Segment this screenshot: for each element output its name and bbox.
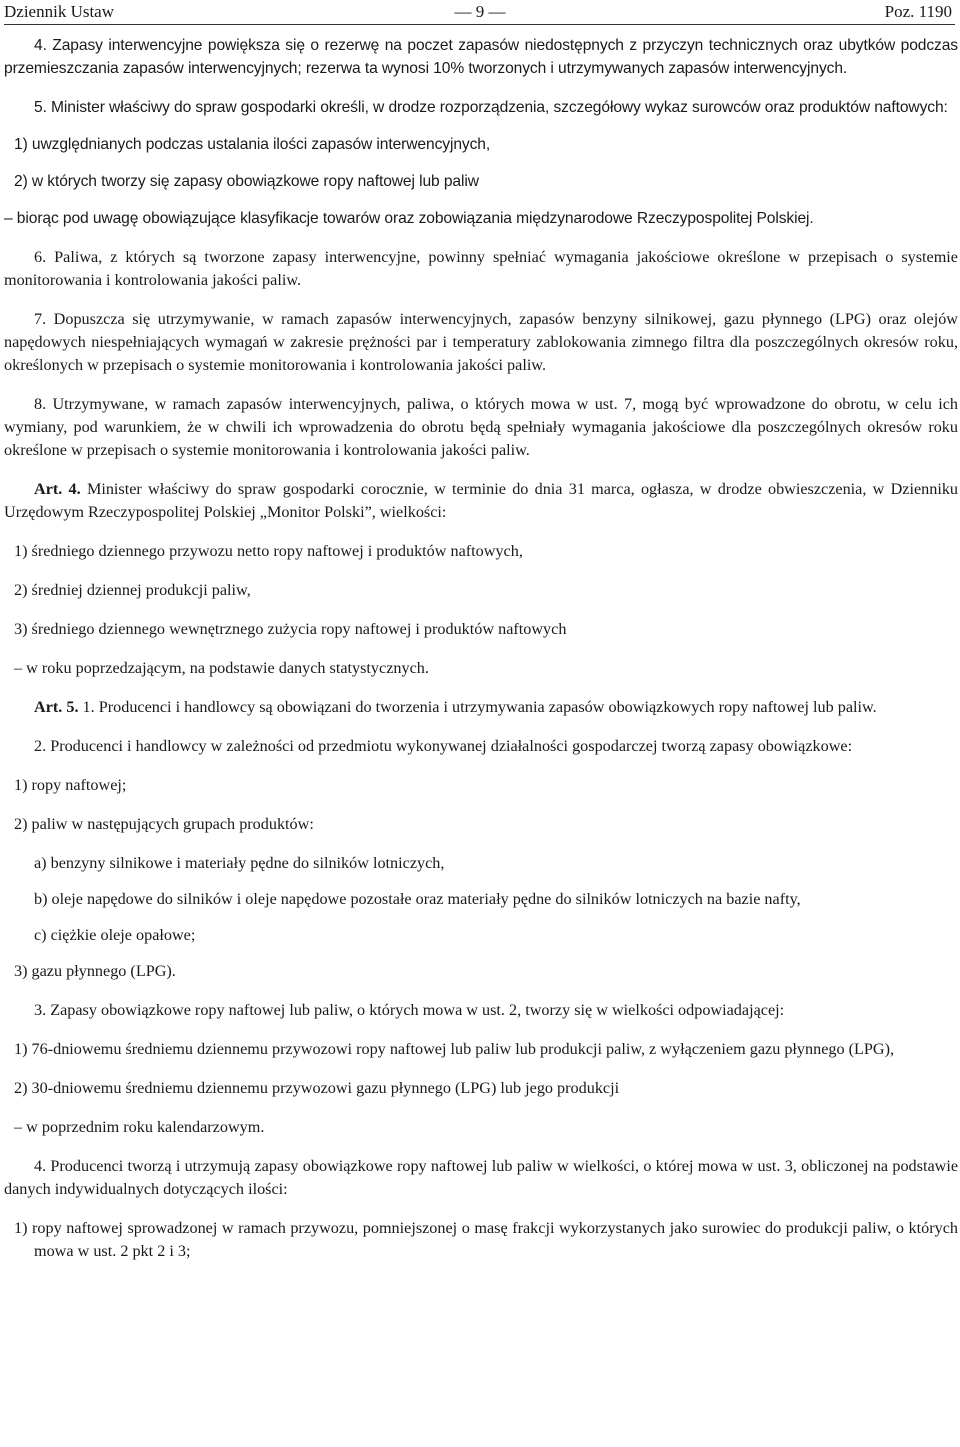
article-4-label: Art. 4.	[34, 480, 81, 498]
position-number: Poz. 1190	[884, 2, 952, 21]
article-5-paragraph-1	[4, 696, 958, 719]
page-header	[0, 0, 960, 26]
article-5-p3-tail: – w poprzednim roku kalendarzowym.	[14, 1118, 265, 1136]
article-5-label: Art. 5.	[34, 698, 79, 716]
journal-title: Dziennik Ustaw	[4, 2, 115, 21]
paragraph-5-item-1: 1) uwzględnianych podczas ustalania ilości zapasów interwencyjnych,	[14, 136, 491, 153]
article-5-p4-item-1: 1) ropy naftowej sprowadzonej w ramach przywozu, pomniejszonej o masę frakcji wykorzystanych jako surowiec do produkcji paliw, o których mowa w ust. 2 pkt 2 i 3;	[14, 1219, 958, 1260]
article-5-paragraph-3: 3. Zapasy obowiązkowe ropy naftowej lub paliw, o których mowa w ust. 2, tworzy się w wielkości odpowiadającej:	[34, 1001, 785, 1019]
article-4-item-2: 2) średniej dziennej produkcji paliw,	[14, 581, 251, 599]
article-5-p2-subitem-c: c) ciężkie oleje opałowe;	[34, 926, 196, 944]
paragraph-6: 6. Paliwa, z których są tworzone zapasy interwencyjne, powinny spełniać wymagania jakościowe określone w przepisach o systemie monitorowania i kontrolowania jakości paliw.	[4, 248, 958, 289]
header-divider	[4, 24, 955, 25]
article-5-p3-item-2: 2) 30-dniowemu średniemu dziennemu przywozowi gazu płynnego (LPG) lub jego produkcji	[14, 1079, 620, 1097]
paragraph-4: 4. Zapasy interwencyjne powiększa się o rezerwę na poczet zapasów niedostępnych z przyczyn technicznych oraz ubytków podczas przemieszczania zapasów interwencyjnych; rezerwa ta wynosi 10% tworzonych i utrzymywanych zapasów interwencyjnych.	[4, 37, 958, 77]
article-4	[4, 478, 958, 524]
paragraph-5-item-2: 2) w których tworzy się zapasy obowiązkowe ropy naftowej lub paliw	[14, 173, 479, 190]
article-4-item-1: 1) średniego dziennego przywozu netto ropy naftowej i produktów naftowych,	[14, 542, 523, 560]
paragraph-5-tail: – biorąc pod uwagę obowiązujące klasyfikacje towarów oraz zobowiązania międzynarodowe Rzeczypospolitej Polskiej.	[4, 210, 814, 227]
paragraph-8: 8. Utrzymywane, w ramach zapasów interwencyjnych, paliwa, o których mowa w ust. 7, mogą być wprowadzone do obrotu, w celu ich wymiany, pod warunkiem, że w chwili ich wprowadzenia do obrotu będą spełniały wymagania jakościowe dla poszczególnych okresów roku określone w przepisach o systemie monitorowania i kontrolowania jakości paliw.	[4, 395, 958, 459]
article-5-p2-item-1: 1) ropy naftowej;	[14, 776, 127, 794]
article-4-item-3: 3) średniego dziennego wewnętrznego zużycia ropy naftowej i produktów naftowych	[14, 620, 567, 638]
article-5-p2-item-3: 3) gazu płynnego (LPG).	[14, 962, 176, 980]
document-body	[4, 34, 958, 1279]
article-5-p2-subitem-b: b) oleje napędowe do silników i oleje napędowe pozostałe oraz materiały pędne do silników lotniczych na bazie nafty,	[34, 890, 801, 908]
paragraph-5: 5. Minister właściwy do spraw gospodarki określi, w drodze rozporządzenia, szczegółowy wykaz surowców oraz produktów naftowych:	[34, 99, 948, 116]
article-5-paragraph-2: 2. Producenci i handlowcy w zależności od przedmiotu wykonywanej działalności gospodarczej tworzą zapasy obowiązkowe:	[34, 737, 853, 755]
paragraph-7: 7. Dopuszcza się utrzymywanie, w ramach zapasów interwencyjnych, zapasów benzyny silnikowej, gazu płynnego (LPG) oraz olejów napędowych niespełniających wymagań w zakresie prężności par i temperatury zablokowania zimnego filtra dla poszczególnych okresów roku, określonych w przepisach o systemie monitorowania i kontrolowania jakości paliw.	[4, 310, 958, 374]
article-4-text: Minister właściwy do spraw gospodarki corocznie, w terminie do dnia 31 marca, ogłasza, w drodze obwieszczenia, w Dzienniku Urzędowym Rzeczypospolitej Polskiej „Monitor Polski”, wielkości:	[4, 480, 959, 521]
article-5-p2-subitem-a: a) benzyny silnikowe i materiały pędne do silników lotniczych,	[34, 854, 445, 872]
article-5-paragraph-4: 4. Producenci tworzą i utrzymują zapasy obowiązkowe ropy naftowej lub paliw w wielkości, o której mowa w ust. 3, obliczonej na podstawie danych indywidualnych dotyczących ilości:	[4, 1157, 958, 1198]
page-number: — 9 —	[454, 2, 506, 21]
article-4-tail: – w roku poprzedzającym, na podstawie danych statystycznych.	[14, 659, 429, 677]
article-5-p2-item-2: 2) paliw w następujących grupach produktów:	[14, 815, 314, 833]
article-5-p3-item-1: 1) 76-dniowemu średniemu dziennemu przywozowi ropy naftowej lub paliw lub produkcji paliw, z wyłączeniem gazu płynnego (LPG),	[14, 1040, 895, 1058]
article-5-p1-text: 1. Producenci i handlowcy są obowiązani do tworzenia i utrzymywania zapasów obowiązkowych ropy naftowej lub paliw.	[78, 698, 877, 716]
